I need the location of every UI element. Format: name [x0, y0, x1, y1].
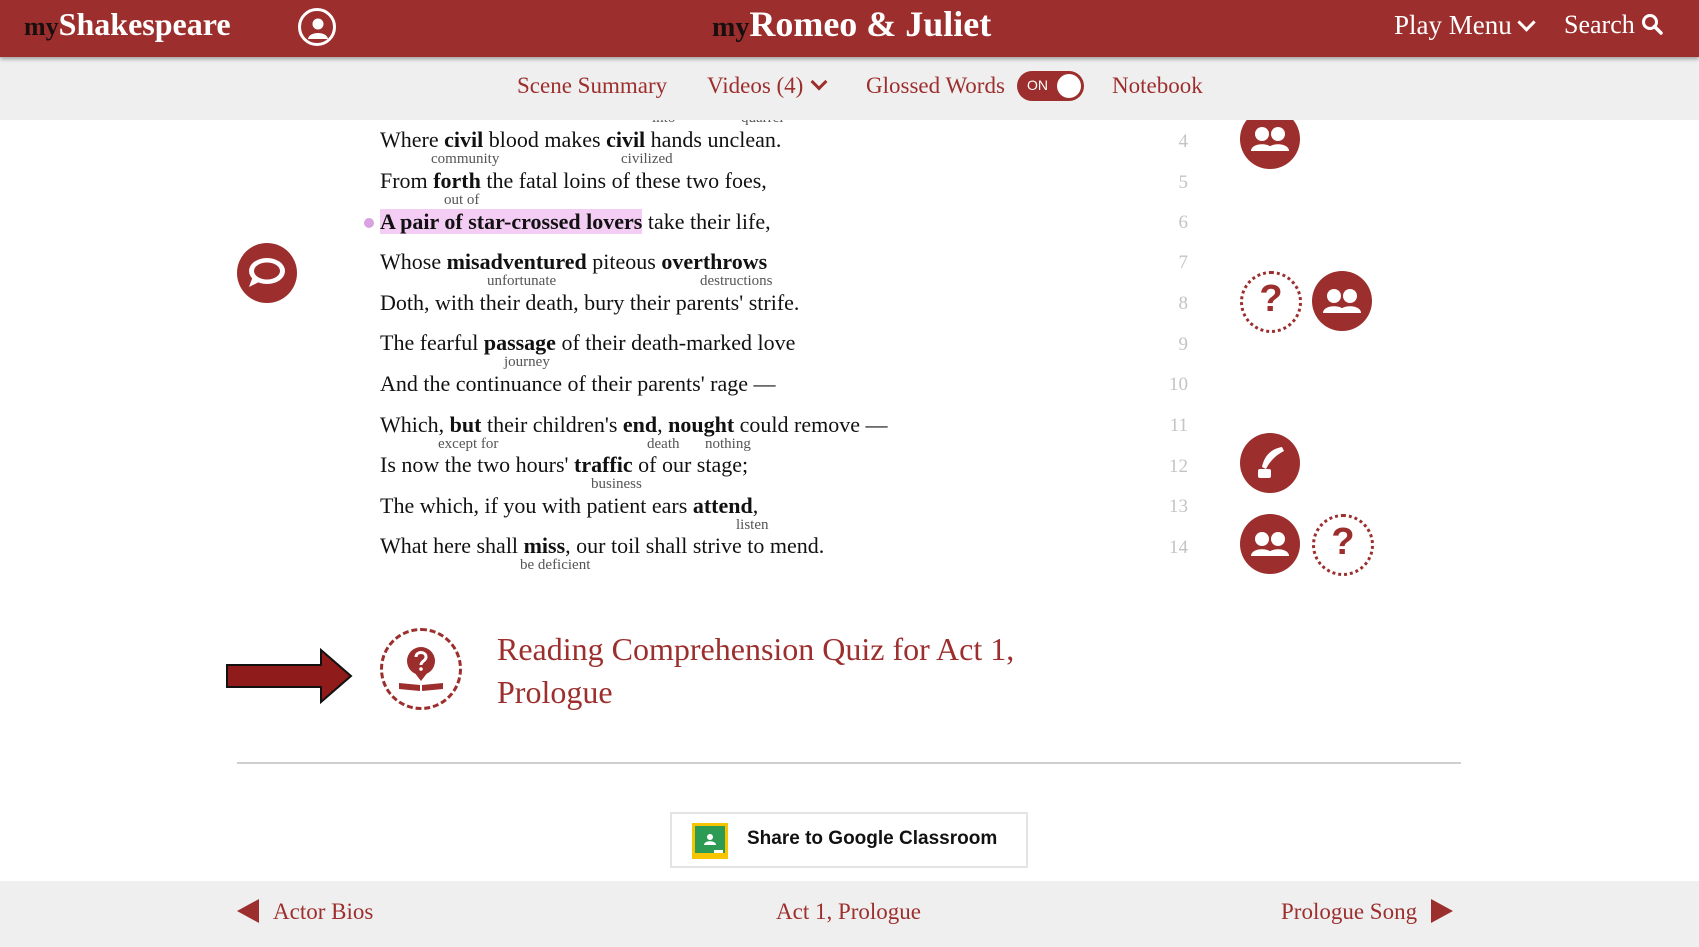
chevron-down-icon	[811, 74, 828, 91]
glossed-word: passage	[483, 330, 556, 355]
glossed-word: misadventured	[446, 249, 587, 274]
line-number: 4	[1178, 131, 1188, 152]
glossed-word: end	[622, 412, 658, 437]
scene-summary-link[interactable]: Scene Summary	[517, 73, 668, 98]
play-line-8[interactable]	[380, 290, 799, 316]
glossed-word: nought	[668, 412, 735, 437]
arrow-right-icon	[225, 648, 355, 704]
actors-icon[interactable]	[1312, 271, 1372, 331]
line-text: their children's	[481, 412, 623, 437]
line-text: , our toil shall strive to mend.	[565, 533, 825, 558]
search-icon	[1641, 13, 1663, 35]
toggle-state-label: ON	[1027, 77, 1048, 93]
glossed-word: but	[449, 412, 482, 437]
line-number: 7	[1178, 252, 1188, 273]
question-icon[interactable]	[1312, 514, 1374, 576]
line-text: of their death-marked love	[555, 330, 796, 355]
glossed-word: forth	[433, 168, 481, 193]
videos-dropdown[interactable]	[707, 73, 825, 99]
play-title-prefix: my	[712, 12, 750, 43]
share-label: Share to Google Classroom	[747, 828, 998, 849]
line-text: Doth, with their death, bury their parents' strife.	[380, 290, 800, 315]
line-text: the fatal loins of these two foes,	[480, 168, 767, 193]
toggle-knob	[1057, 74, 1081, 98]
chevron-down-icon	[1517, 13, 1535, 31]
play-line-10[interactable]	[380, 371, 776, 397]
brand-logo[interactable]	[24, 6, 231, 43]
play-line-4[interactable]	[380, 127, 781, 153]
glossed-word: attend	[692, 493, 753, 518]
line-text: ,	[657, 412, 669, 437]
glossed-words-label: Glossed Words	[866, 73, 1005, 98]
play-line-7[interactable]	[380, 249, 767, 275]
play-line-12[interactable]	[380, 452, 748, 478]
search-button[interactable]	[1564, 10, 1663, 40]
gloss-unfortunate: unfortunate	[487, 273, 557, 289]
line-text: What here shall	[380, 533, 524, 558]
gloss-death: death	[647, 436, 680, 452]
gloss-nothing: nothing	[705, 436, 751, 452]
quiz-link[interactable]: Reading Comprehension Quiz for Act 1, Prologue	[497, 631, 1015, 710]
videos-label: Videos (4)	[707, 73, 804, 98]
glossed-word: overthrows	[661, 249, 768, 274]
line-number: 10	[1169, 374, 1188, 395]
line-text: Is now the two hours'	[380, 452, 575, 477]
line-text: blood makes	[483, 127, 607, 152]
note-marker-dot[interactable]	[364, 218, 374, 228]
line-number: 5	[1178, 172, 1188, 193]
line-number: 9	[1178, 334, 1188, 355]
gloss-business: business	[591, 476, 642, 492]
brand-name: Shakespeare	[58, 6, 231, 42]
glossed-word: civil	[606, 127, 646, 152]
actors-icon[interactable]	[1240, 514, 1300, 574]
line-number: 12	[1169, 456, 1188, 477]
gloss-destructions: destructions	[700, 273, 773, 289]
arrow-left-icon	[237, 899, 259, 923]
brand-prefix: my	[24, 12, 59, 41]
share-google-classroom-button[interactable]	[670, 812, 1028, 868]
line-text: Where	[380, 127, 445, 152]
arrow-right-icon	[1431, 899, 1453, 923]
glossed-word: civil	[444, 127, 484, 152]
line-text: Whose	[380, 249, 447, 274]
quiz-icon[interactable]	[380, 628, 462, 710]
play-line-13[interactable]	[380, 493, 758, 519]
question-icon[interactable]	[1240, 271, 1302, 333]
line-text: piteous	[586, 249, 662, 274]
line-text: The fearful	[380, 330, 484, 355]
gloss-community: community	[431, 151, 500, 167]
footer-nav	[0, 881, 1699, 947]
line-text: could remove —	[734, 412, 888, 437]
sub-nav	[0, 57, 1699, 120]
question-glyph: ?	[1259, 278, 1283, 320]
glossed-word: traffic	[574, 452, 633, 477]
question-glyph: ?	[1331, 521, 1355, 563]
play-line-5[interactable]	[380, 168, 767, 194]
play-line-14[interactable]	[380, 533, 824, 559]
notebook-link[interactable]: Notebook	[1112, 73, 1203, 98]
line-number: 6	[1178, 212, 1188, 233]
gloss-journey: journey	[504, 354, 550, 370]
line-text: From	[380, 168, 434, 193]
play-line-6[interactable]	[380, 209, 771, 235]
gloss-be-deficient: be deficient	[520, 557, 591, 573]
line-number: 14	[1169, 537, 1188, 558]
prev-label: Actor Bios	[273, 899, 374, 924]
glossed-words-toggle[interactable]	[1017, 71, 1084, 101]
play-menu-label: Play Menu	[1394, 10, 1512, 40]
user-account-icon[interactable]	[298, 8, 336, 46]
play-title	[712, 3, 991, 45]
next-link[interactable]	[1281, 899, 1453, 926]
line-number: 13	[1169, 496, 1188, 517]
comment-bubble-icon[interactable]	[237, 243, 297, 303]
line-text: The which, if you with patient ears	[380, 493, 693, 518]
gloss-listen: listen	[736, 517, 769, 533]
line-number: 11	[1169, 415, 1188, 436]
line-text: ,	[752, 493, 759, 518]
current-scene-label: Act 1, Prologue	[776, 899, 922, 924]
google-classroom-icon	[692, 823, 728, 859]
line-text: And the continuance of their parents' rage —	[380, 371, 776, 396]
play-line-11[interactable]	[380, 412, 888, 438]
line-text: Which,	[380, 412, 450, 437]
prev-link[interactable]	[237, 899, 373, 926]
next-label: Prologue Song	[1281, 899, 1418, 924]
search-label: Search	[1564, 10, 1635, 39]
line-text: take their life,	[642, 209, 771, 234]
gloss-out-of: out of	[444, 192, 480, 208]
glossed-word: miss	[523, 533, 566, 558]
gloss-except-for: except for	[438, 436, 499, 452]
play-title-text: Romeo & Juliet	[749, 4, 992, 44]
line-number: 8	[1178, 293, 1188, 314]
top-bar	[0, 0, 1699, 57]
line-text: hands unclean.	[645, 127, 782, 152]
highlighted-phrase[interactable]: A pair of star-crossed lovers	[380, 209, 643, 234]
play-line-9[interactable]	[380, 330, 795, 356]
line-text: of our stage;	[632, 452, 749, 477]
section-divider	[237, 762, 1461, 764]
gloss-civilized: civilized	[621, 151, 673, 167]
play-menu-button[interactable]	[1394, 10, 1533, 41]
quill-pen-icon[interactable]	[1240, 433, 1300, 493]
